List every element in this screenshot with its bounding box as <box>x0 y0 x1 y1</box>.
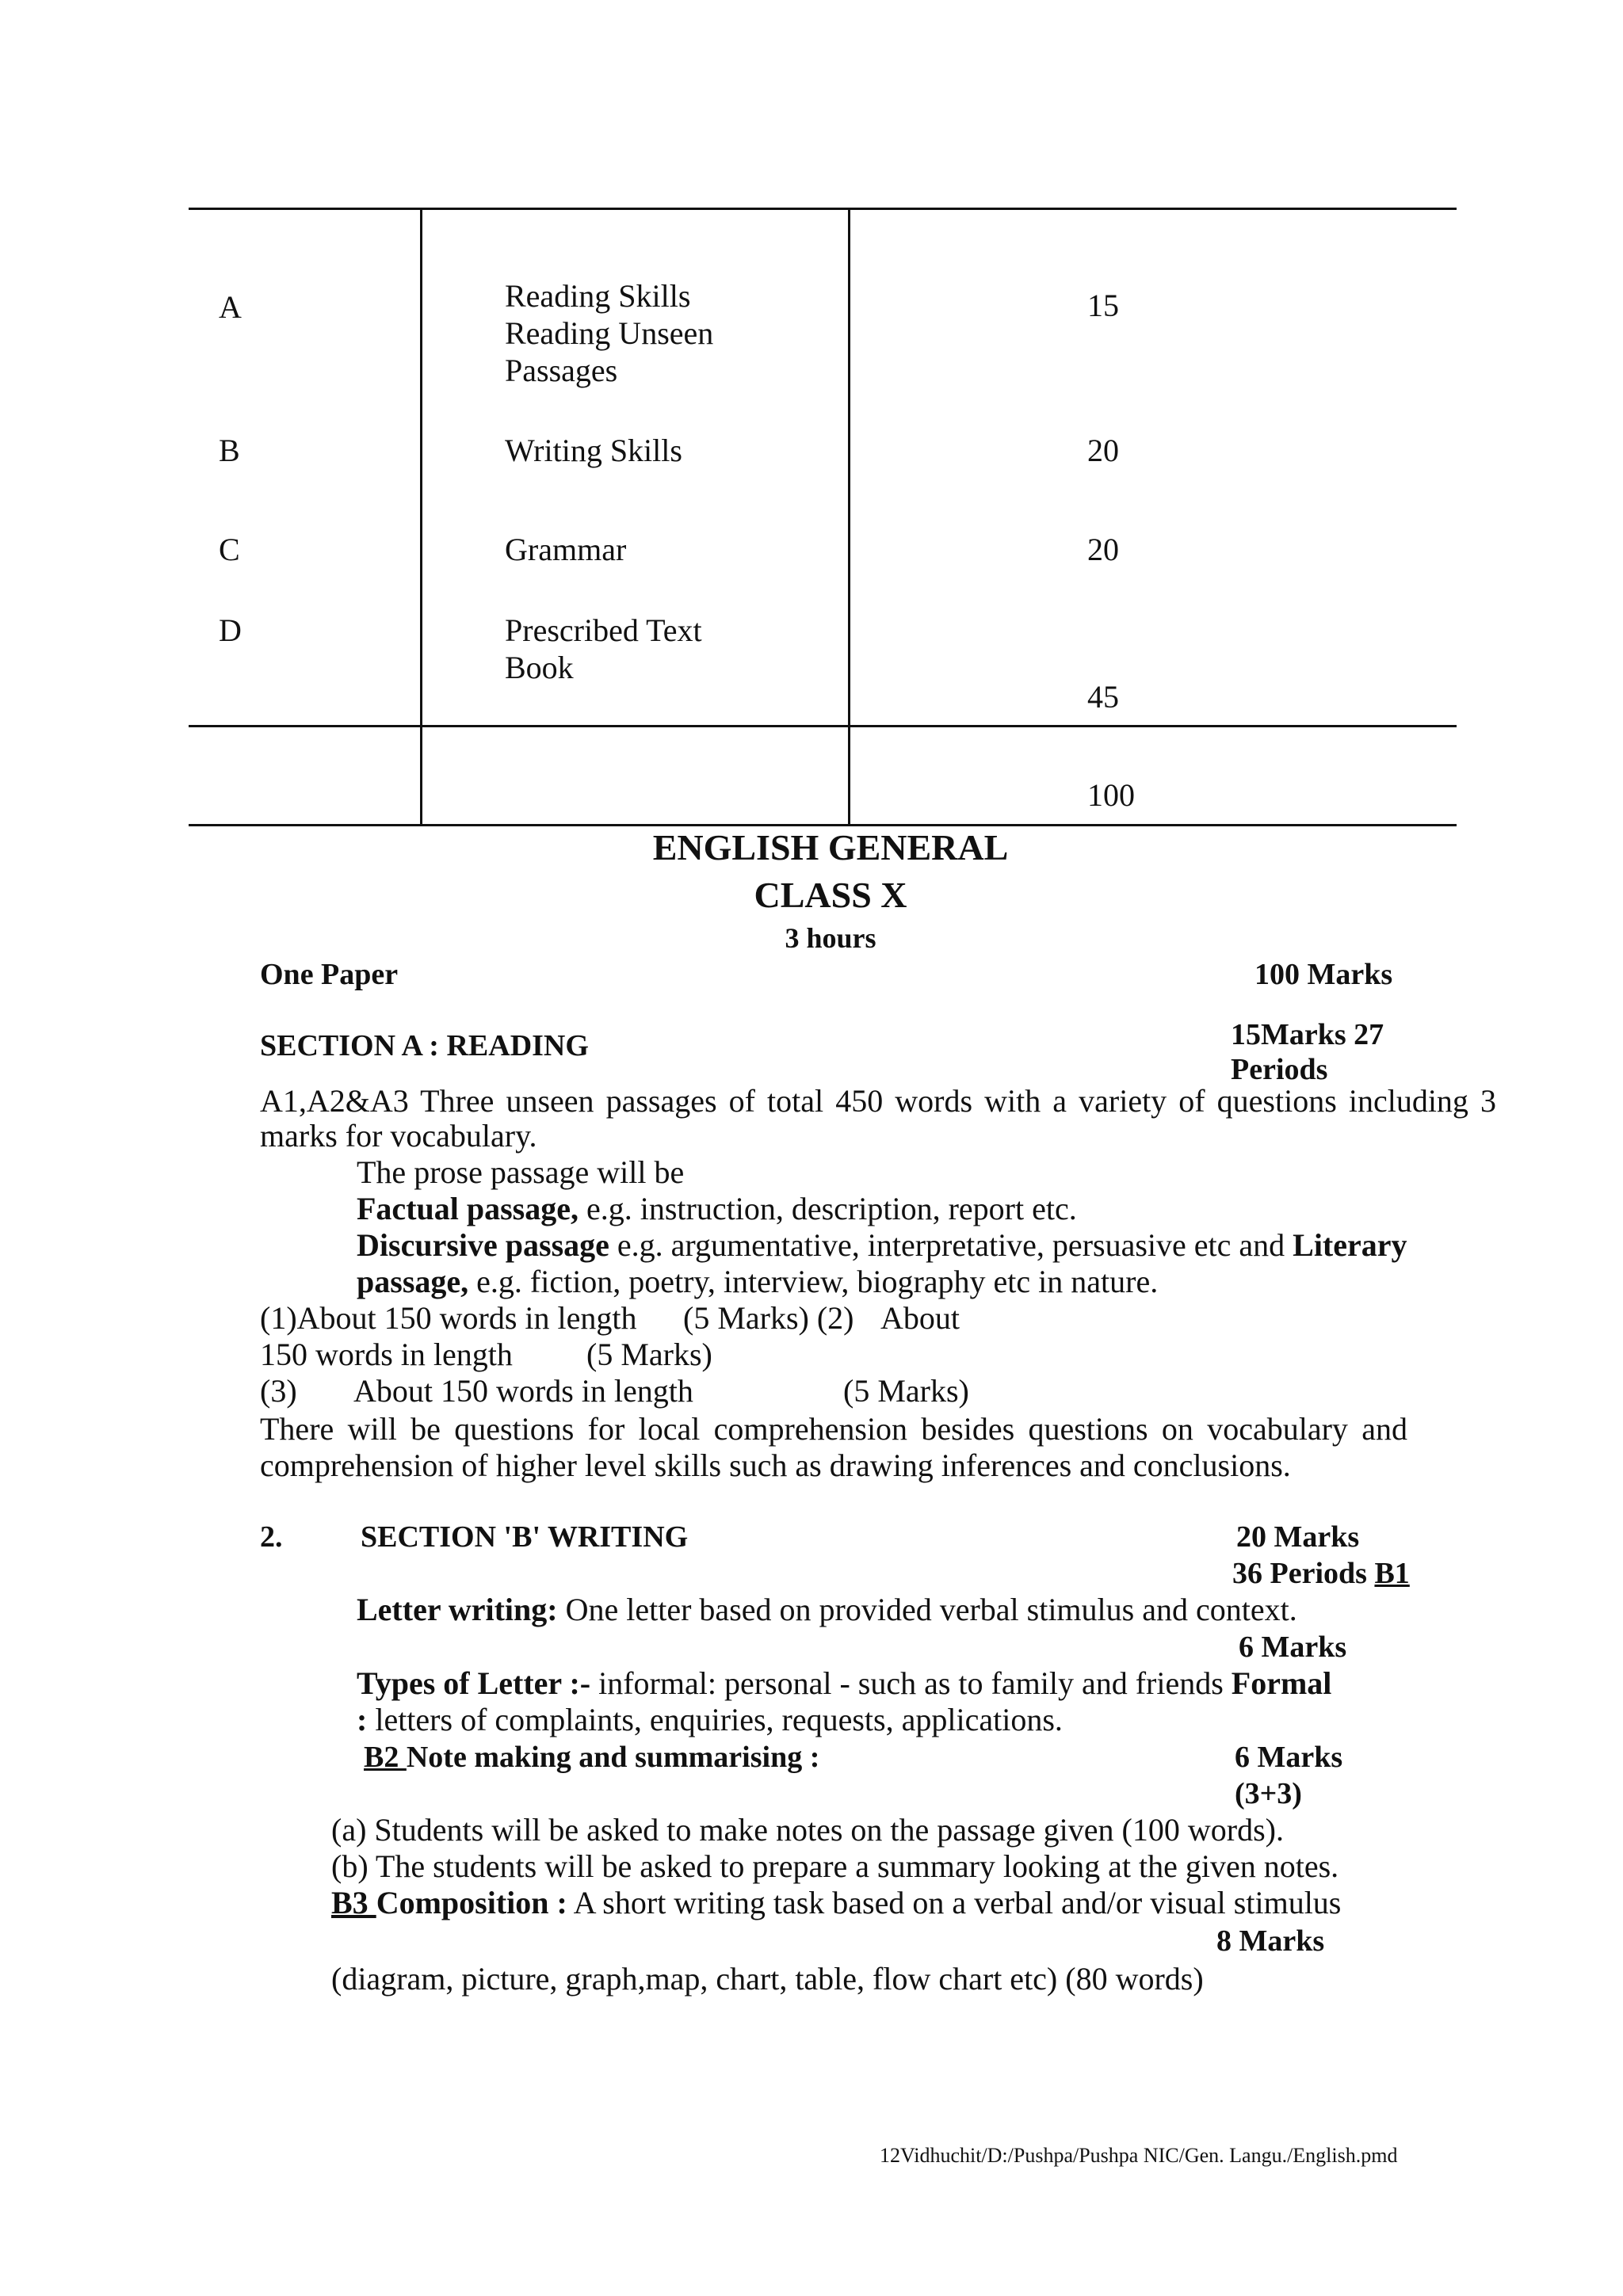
page-footer: 12Vidhuchit/D:/Pushpa/Pushpa NIC/Gen. Langu./English.pmd <box>880 2144 1398 2167</box>
formal-letters-text: letters of complaints, enquiries, requests, applications. <box>367 1702 1063 1737</box>
prose-intro: The prose passage will be <box>357 1154 685 1190</box>
table-row-c-section: C <box>219 532 240 567</box>
passage-item-1-marks: (5 Marks) (2) <box>683 1300 854 1336</box>
page-title: ENGLISH GENERAL <box>652 827 1009 868</box>
table-row-a-topic-3: Passages <box>505 353 618 388</box>
formal-letters-line <box>357 1701 1063 1739</box>
table-mid-border <box>189 725 1457 727</box>
table-top-border <box>189 208 1457 210</box>
table-col-divider-1 <box>420 208 422 826</box>
discursive-passage-line <box>357 1226 1407 1264</box>
b2-split: (3+3) <box>1235 1777 1302 1810</box>
duration-label: 3 hours <box>785 922 876 954</box>
section-a-closing-line1: There will be questions for local comprehension besides questions on vocabulary and <box>260 1411 1407 1447</box>
letter-writing-marks: 6 Marks <box>1239 1630 1347 1664</box>
table-row-a-topic-1: Reading Skills <box>505 278 691 314</box>
factual-passage-line <box>357 1190 1077 1228</box>
b3-label: Composition : <box>376 1885 567 1920</box>
section-b-number: 2. <box>260 1520 283 1554</box>
table-row-d-marks: 45 <box>1087 679 1119 715</box>
table-row-d-topic-2: Book <box>505 650 574 685</box>
factual-passage-text: e.g. instruction, description, report etc. <box>579 1191 1077 1226</box>
passage-item-2: 150 words in length <box>260 1337 513 1372</box>
b2-tag: B2 <box>364 1741 407 1774</box>
literary-passage-text: e.g. fiction, poetry, interview, biography etc in nature. <box>468 1264 1159 1299</box>
b3-text: A short writing task based on a verbal and/or visual stimulus <box>567 1885 1342 1920</box>
table-row-b-marks: 20 <box>1087 433 1119 468</box>
b2-heading <box>364 1738 819 1776</box>
table-row-b-topic-1: Writing Skills <box>505 433 682 468</box>
b2-title: Note making and summarising : <box>406 1741 820 1774</box>
section-b-periods: 36 Periods <box>1232 1557 1375 1590</box>
table-row-d-topic-1: Prescribed Text <box>505 612 702 648</box>
section-a-closing-line2: comprehension of higher level skills such as drawing inferences and conclusions. <box>260 1447 1291 1483</box>
table-row-a-section: A <box>219 289 242 325</box>
letter-types-label: Types of Letter :- <box>357 1665 591 1701</box>
table-row-b-section: B <box>219 433 240 468</box>
b2-point-a: (a) Students will be asked to make notes on the passage given (100 words). <box>331 1812 1284 1848</box>
discursive-passage-label: Discursive passage <box>357 1227 609 1263</box>
discursive-passage-text: e.g. argumentative, interpretative, persuasive etc and <box>609 1227 1293 1263</box>
table-col-divider-2 <box>848 208 850 826</box>
b2-marks: 6 Marks <box>1235 1741 1343 1774</box>
letter-writing-label: Letter writing: <box>357 1592 558 1627</box>
letter-types-line <box>357 1665 1331 1703</box>
passage-item-3-marks: (5 Marks) <box>843 1373 969 1409</box>
table-row-d-section: D <box>219 612 242 648</box>
passage-item-2-about: About <box>880 1300 960 1336</box>
table-row-c-marks: 20 <box>1087 532 1119 567</box>
passage-item-1: (1)About 150 words in length <box>260 1300 637 1336</box>
b2-point-b: (b) The students will be asked to prepare a summary looking at the given notes. <box>331 1848 1339 1884</box>
b3-line <box>331 1884 1341 1922</box>
b3-detail: (diagram, picture, graph,map, chart, table, flow chart etc) (80 words) <box>331 1961 1204 1997</box>
literary-passage-label: Literary <box>1293 1227 1407 1263</box>
b3-marks: 8 Marks <box>1216 1924 1325 1958</box>
section-b-title: SECTION 'B' WRITING <box>361 1520 689 1554</box>
section-a-periods: Periods <box>1231 1053 1328 1086</box>
literary-passage-label-2: passage, <box>357 1264 469 1299</box>
paper-marks: 100 Marks <box>1254 958 1393 991</box>
passage-item-3: About 150 words in length <box>353 1373 693 1409</box>
section-a-intro-line2: marks for vocabulary. <box>260 1118 537 1154</box>
b3-tag: B3 <box>331 1885 376 1920</box>
section-b-periods-line <box>1232 1554 1410 1592</box>
formal-colon: : <box>357 1702 368 1737</box>
section-a-intro-line1: A1,A2&A3 Three unseen passages of total 450 words with a variety of questions including 3 <box>260 1083 1496 1119</box>
paper-label: One Paper <box>260 958 399 991</box>
table-row-a-marks: 15 <box>1087 288 1119 323</box>
letter-types-text: informal: personal - such as to family and friends <box>590 1665 1232 1701</box>
passage-item-3-number: (3) <box>260 1373 297 1409</box>
section-b-marks: 20 Marks <box>1236 1520 1360 1554</box>
section-a-marks: 15Marks 27 <box>1231 1018 1384 1051</box>
table-total-marks: 100 <box>1087 777 1135 813</box>
class-label: CLASS X <box>754 875 907 915</box>
factual-passage-label: Factual passage, <box>357 1191 579 1226</box>
section-a-title: SECTION A : READING <box>260 1029 589 1062</box>
passage-item-2-marks: (5 Marks) <box>586 1337 712 1372</box>
table-row-a-topic-2: Reading Unseen <box>505 315 714 351</box>
letter-writing-line <box>357 1591 1297 1629</box>
literary-passage-line <box>357 1263 1158 1301</box>
formal-label: Formal <box>1231 1665 1332 1701</box>
letter-writing-text: One letter based on provided verbal stimulus and context. <box>557 1592 1297 1627</box>
table-row-c-topic-1: Grammar <box>505 532 627 567</box>
b1-tag: B1 <box>1374 1557 1410 1590</box>
